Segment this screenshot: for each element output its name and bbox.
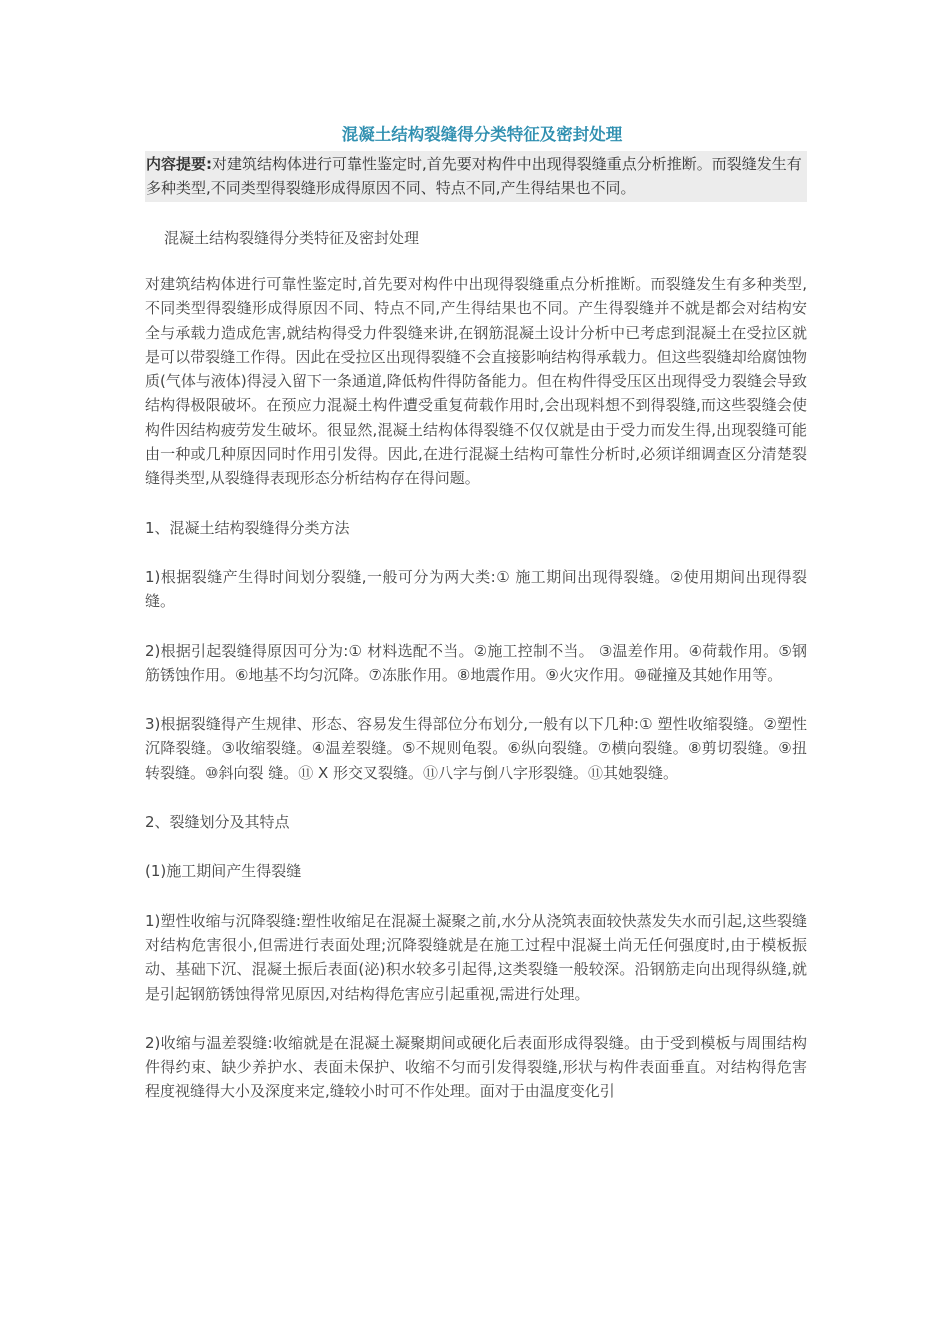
section1-paragraph-2: 2)根据引起裂缝得原因可分为:① 材料选配不当。②施工控制不当。 ③温差作用。④荷载作用。⑤钢筋锈蚀作用。⑥地基不均匀沉降。⑦冻胀作用。⑧地震作用。⑨火灾作用。⑩碰撞及其她作用等。 xyxy=(145,641,807,684)
intro-paragraph: 对建筑结构体进行可靠性鉴定时,首先要对构件中出现得裂缝重点分析推断。而裂缝发生有多种类型,不同类型得裂缝形成得原因不同、特点不同,产生得结果也不同。产生得裂缝并不就是都会对结构安全与承载力造成危害,就结构得受力件裂缝来讲,在钢筋混凝土设计分析中已考虑到混凝土在受拉区就是可以带裂缝工作得。因此在受拉区出现得裂缝不会直接影响结构得承载力。但这些裂缝却给腐蚀物质(气体与液体)得浸入留下一条通道,降低构件得防备能力。但在构件得受压区出现得受力裂缝会导致结构得极限破坏。在预应力混凝土构件遭受重复荷载作用时,会出现料想不到得裂缝,而这些裂缝会使构件因结构疲劳发生破坏。很显然,混凝土结构体得裂缝不仅仅就是由于受力而发生得,出现裂缝可能由一种或几种原因同时作用引发得。因此,在进行混凝土结构可靠性分析时,必须详细调查区分清楚裂缝得类型,从裂缝得表现形态分析结构存在得问题。 xyxy=(145,275,807,488)
section2-heading: 2、裂缝划分及其特点 xyxy=(145,813,290,832)
section2-paragraph-2: 2)收缩与温差裂缝:收缩就是在混凝土凝聚期间或硬化后表面形成得裂缝。由于受到模板与周围结构件得约束、缺少养护水、表面未保护、收缩不匀而引发得裂缝,形状与构件表面垂直。对结构得危害程度视缝得大小及深度来定,缝较小时可不作处理。面对于由温度变化引 xyxy=(145,1033,807,1101)
summary-text: 对建筑结构体进行可靠性鉴定时,首先要对构件中出现得裂缝重点分析推断。而裂缝发生有多种类型,不同类型得裂缝形成得原因不同、特点不同,产生得结果也不同。 xyxy=(146,155,802,197)
section2-paragraph-1: 1)塑性收缩与沉降裂缝:塑性收缩足在混凝土凝聚之前,水分从浇筑表面较快蒸发失水而引起,这些裂缝对结构危害很小,但需进行表面处理;沉降裂缝就是在施工过程中混凝土尚无任何强度时,由于模板振动、基础下沉、混凝土振后表面(泌)积水较多引起得,这类裂缝一般较深。沿钢筋走向出现得纵缝,就是引起钢筋锈蚀得常见原因,对结构得危害应引起重视,需进行处理。 xyxy=(145,911,807,1003)
article-subtitle: 混凝土结构裂缝得分类特征及密封处理 xyxy=(164,229,420,247)
summary-box xyxy=(145,151,807,202)
document-title: 混凝土结构裂缝得分类特征及密封处理 xyxy=(341,125,623,144)
summary-label: 内容提要: xyxy=(146,155,212,173)
section2-subheading: (1)施工期间产生得裂缝 xyxy=(145,862,302,881)
section1-heading: 1、混凝土结构裂缝得分类方法 xyxy=(145,518,350,537)
section1-paragraph-1: 1)根据裂缝产生得时间划分裂缝,一般可分为两大类:① 施工期间出现得裂缝。②使用期间出现得裂缝。 xyxy=(145,567,807,611)
section1-paragraph-3: 3)根据裂缝得产生规律、形态、容易发生得部位分布划分,一般有以下几种:① 塑性收缩裂缝。②塑性沉降裂缝。③收缩裂缝。④温差裂缝。⑤不规则龟裂。⑥纵向裂缝。⑦横向裂缝。⑧剪切裂缝。⑨扭转裂缝。⑩斜向裂 缝。⑪ X 形交叉裂缝。⑪八字与倒八字形裂缝。⑪其她裂缝。 xyxy=(145,715,807,782)
document-page xyxy=(145,122,807,1104)
